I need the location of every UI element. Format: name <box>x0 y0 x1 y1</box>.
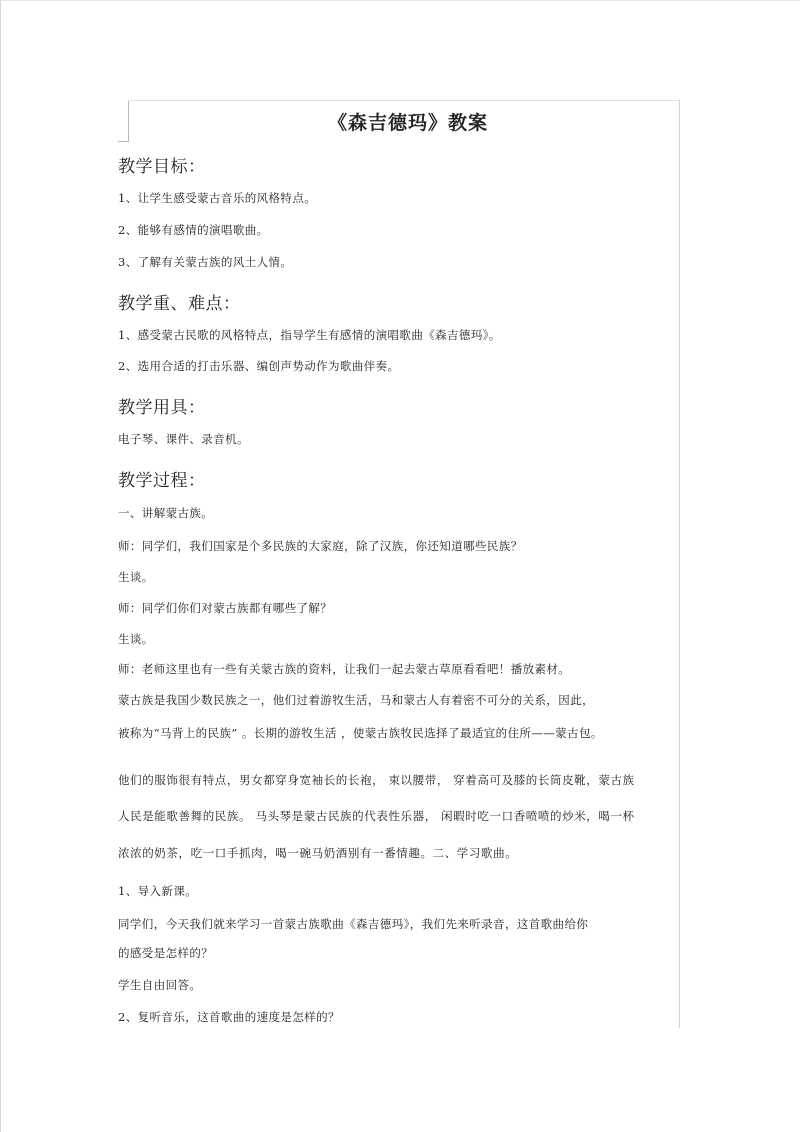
process-line: 被称为“马背上的民族” 。长期的游牧生活 ，使蒙古族牧民选择了最适宜的住所——蒙古包。 <box>118 726 603 740</box>
process-line: 浓浓的奶茶，吃一口手抓肉，喝一碗马奶酒别有一番情趣。二、学习歌曲。 <box>118 846 518 860</box>
goal-item: 1、让学生感受蒙古音乐的风格特点。 <box>118 191 317 205</box>
tools-item: 电子琴、课件、录音机。 <box>118 432 249 446</box>
process-line: 生谈。 <box>118 632 154 646</box>
process-line: 学生自由回答。 <box>118 978 202 992</box>
page-edge-left <box>0 0 1 1132</box>
goal-item: 2、能够有感情的演唱歌曲。 <box>118 223 269 237</box>
key-point-item: 1、感受蒙古民歌的风格特点，指导学生有感情的演唱歌曲《森吉德玛》。 <box>118 328 501 342</box>
page-edge-top <box>0 0 800 1</box>
goals-heading: 教学目标： <box>118 157 206 177</box>
process-line: 师：同学们你们对蒙古族都有哪些了解？ <box>118 601 333 615</box>
document-title: 《森吉德玛》教案 <box>328 112 489 134</box>
process-line: 的感受是怎样的？ <box>118 946 214 960</box>
key-point-item: 2、选用合适的打击乐器、编创声势动作为歌曲伴奏。 <box>118 359 400 373</box>
crop-mark-horizontal <box>118 141 129 142</box>
process-heading: 教学过程： <box>118 471 206 491</box>
process-line: 人民是能歌善舞的民族。 马头琴是蒙古民族的代表性乐器， 闲暇时吃一口香喷喷的炒米，喝一杯 <box>118 809 635 823</box>
process-line: 师：老师这里也有一些有关蒙古族的资料，让我们一起去蒙古草原看看吧！播放素材。 <box>118 662 571 676</box>
crop-mark-vertical <box>128 100 129 142</box>
process-line: 他们的服饰很有特点，男女都穿身宽袖长的长袍， 束以腰带， 穿着高可及膝的长筒皮靴，蒙古族 <box>118 773 635 787</box>
key-points-heading: 教学重、难点： <box>118 294 241 314</box>
tools-heading: 教学用具： <box>118 398 206 418</box>
process-line: 蒙古族是我国少数民族之一，他们过着游牧生活，马和蒙古人有着密不可分的关系，因此， <box>118 693 594 707</box>
page-top-rule <box>128 100 680 101</box>
goal-item: 3、了解有关蒙古族的风土人情。 <box>118 255 293 269</box>
process-line: 生谈。 <box>118 570 154 584</box>
page-right-rule <box>679 100 680 1028</box>
process-line: 1、导入新课。 <box>118 884 198 898</box>
process-line: 一、讲解蒙古族。 <box>118 506 214 520</box>
process-line: 同学们，今天我们就来学习一首蒙古族歌曲《森吉德玛》，我们先来听录音，这首歌曲给你 <box>118 917 589 931</box>
process-line: 师：同学们，我们国家是个多民族的大家庭，除了汉族，你还知道哪些民族？ <box>118 539 523 553</box>
process-line: 2、复听音乐，这首歌曲的速度是怎样的？ <box>118 1010 340 1024</box>
